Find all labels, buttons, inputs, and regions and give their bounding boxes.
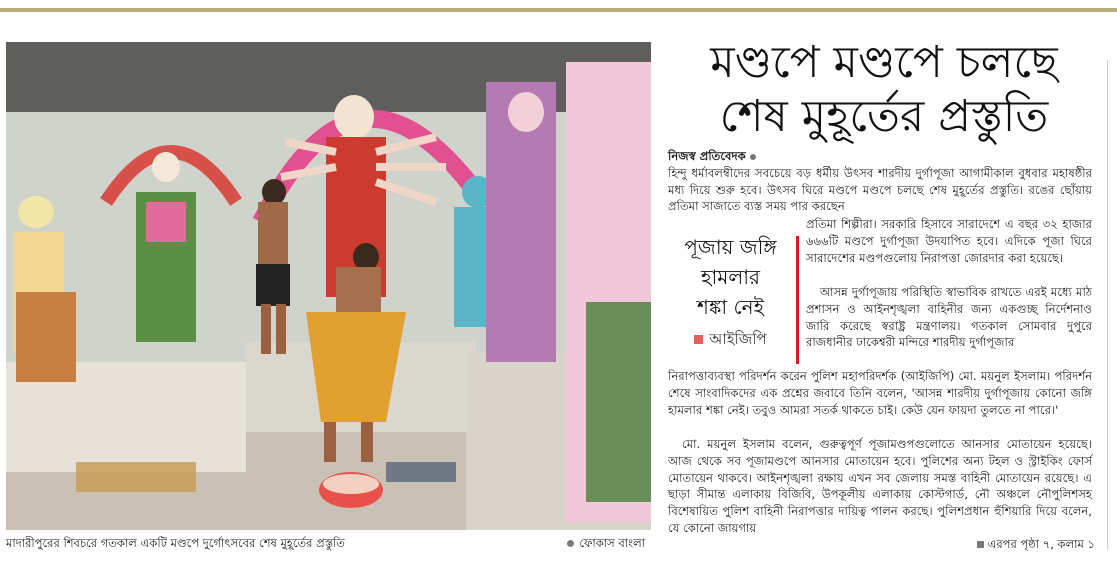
headline-line1: মণ্ডপে মণ্ডপে চলছে [710, 37, 1058, 88]
paragraph-3: মো. ময়নুল ইসলাম বলেন, গুরুত্বপূর্ণ পূজামণ্ডপগুলোতে আনসার মোতায়েন হয়েছে। আজ থেকে সব পূজামণ্ডপে আনসার মোতায়েন হবে। পুলিশের অন্য টহল ও স্ট্রাইকিং ফোর্স মোতায়েন থাকবে। আইনশৃঙ্খলা রক্ষায় এখন সব জেলায় সমস্ত বাহিনী মোতায়েন রয়েছে। এ ছাড়া সীমান্ত এলাকায় বিজিবি, উপকূলীয় এলাকায় কোস্টগার্ড, নৌ অঞ্চলে নৌপুলিশসহ বিশেষায়িত পুলিশ বাহিনী নিরাপত্তার দায়িত্ব পালন করছে। পুলিশপ্রধান হুঁশিয়ারি দিয়ে বলেন, যে কোনো জায়গায় [668, 437, 1092, 535]
byline: নিজস্ব প্রতিবেদক [668, 149, 746, 163]
square-icon [977, 541, 984, 548]
news-photo [6, 42, 651, 530]
column-rule [1107, 60, 1108, 550]
lead-paragraph [668, 148, 1092, 215]
photo-caption [6, 534, 651, 552]
bullet-icon [750, 154, 756, 160]
caption-text: মাদারীপুরের শিবচরে গতকাল একটি মণ্ডপে দুর্গোৎসবের শেষ মুহূর্তের প্রস্তুতি [6, 536, 345, 550]
photo-illustration [6, 42, 651, 530]
top-rule [0, 8, 1117, 12]
pull-quote [668, 232, 793, 370]
credit-text: ফোকাস বাংলা [579, 536, 645, 550]
kicker-tag [668, 328, 793, 353]
paragraph-2b: নিরাপত্তাব্যবস্থা পরিদর্শন করেন পুলিশ মহাপরিদর্শক (আইজিপি) মো. ময়নুল ইসলাম। পরিদর্শন শেষে সাংবাদিকদের এক প্রশ্নের জবাবে তিনি বলেন, 'আসন্ন শারদীয় দুর্গাপূজায় কোনো জঙ্গি হামলার শঙ্কা নেই। তবুও আমরা সতর্ক থাকতে চাই। কেউ যেন ফায়দা তুলতে না পারে।' [668, 369, 1092, 417]
square-icon [694, 335, 703, 344]
paragraph-1b: প্রতিমা শিল্পীরা। সরকারি হিসাবে সারাদেশে এ বছর ৩২ হাজার ৬৬৬টি মণ্ডপে দুর্গাপূজা উদযাপিত হবে। এদিকে পূজা ঘিরে সারাদেশের মণ্ডপগুলোয় নিরাপত্তা জোরদার করা হয়েছে। [806, 217, 1092, 265]
bullet-icon [567, 540, 574, 547]
para1-text: হিন্দু ধর্মাবলম্বীদের সবচেয়ে বড় ধর্মীয় উৎসব শারদীয় দুর্গাপূজা আগামীকাল বুধবার মহাষষ্ঠীর মধ্য দিয়ে শুরু হবে। উৎসব ঘিরে মণ্ডপে মণ্ডপে চলছে শেষ মুহূর্তের প্রস্তুতি। রঙের ছোঁয়ায় প্রতিমা সাজাতে ব্যস্ত সময় পার করছেন [668, 165, 1092, 214]
kicker-line2: হামলার [700, 265, 761, 289]
kicker-line1: পূজায় জঙ্গি [684, 235, 777, 259]
kicker-line3: শঙ্কা নেই [697, 295, 764, 319]
photo-credit [567, 534, 645, 552]
headline [664, 36, 1104, 144]
kicker-tag-text: আইজিপি [709, 330, 767, 348]
jump-line [920, 536, 1095, 555]
paragraph-2: আসন্ন দুর্গাপূজায় পরিস্থিতি স্বাভাবিক রাখতে এরই মধ্যে মাঠ প্রশাসন ও আইনশৃঙ্খলা বাহিনীর জন্য একগুচ্ছ নির্দেশনাও জারি করেছে স্বরাষ্ট্র মন্ত্রণালয়। গতকাল সোমবার দুপুরে রাজধানীর ঢাকেশ্বরী মন্দিরে শারদীয় দুর্গাপূজার [806, 285, 1092, 350]
jump-text: এরপর পৃষ্ঠা ৭, কলাম ১ [987, 537, 1095, 551]
headline-line2: শেষ মুহূর্তের প্রস্তুতি [719, 91, 1049, 142]
pull-quote-rule [796, 236, 799, 364]
